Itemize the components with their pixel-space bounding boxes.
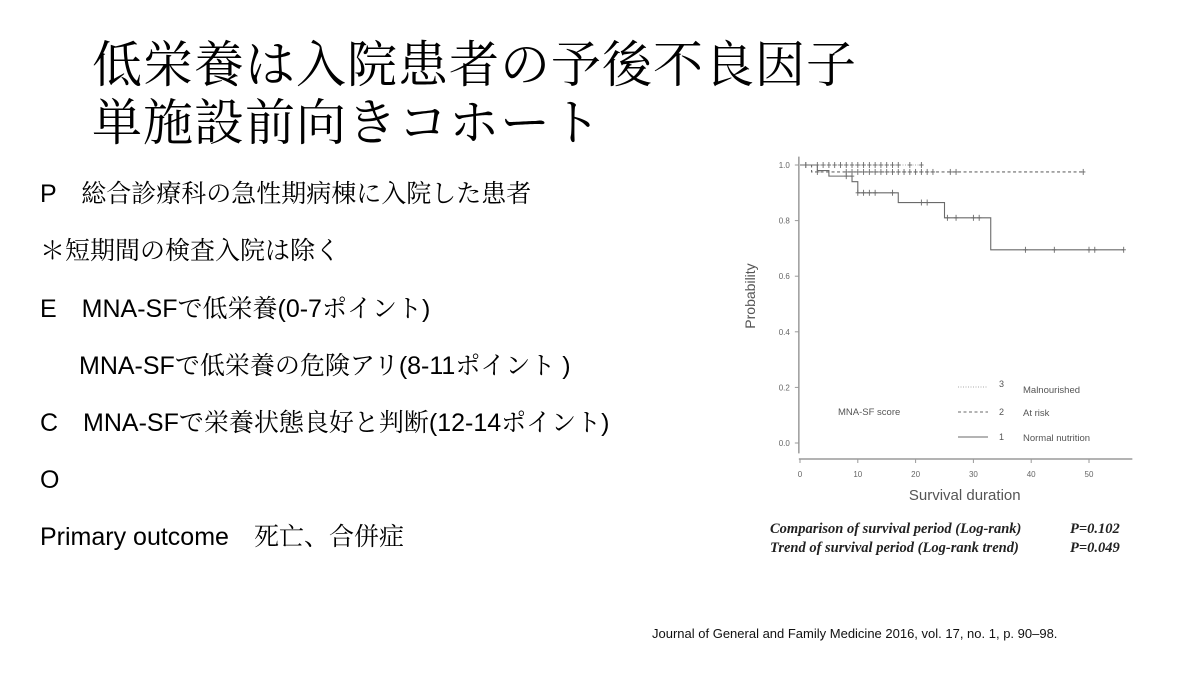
curve-at-risk [800, 165, 1083, 172]
pico-e-line-2: MNA-SFで低栄養の危険アリ(8-11ポイント ) [54, 352, 571, 380]
legend-code: 1 [999, 432, 1005, 442]
y-tick-label: 0.4 [778, 327, 790, 337]
x-tick-label: 10 [853, 470, 863, 479]
legend-title: MNA-SF score [838, 407, 901, 418]
x-tick-label: 0 [797, 470, 803, 479]
y-tick-label: 0.2 [778, 383, 790, 393]
x-tick-label: 40 [1026, 470, 1036, 479]
primary-outcome-line: Primary outcome 死亡、合併症 [40, 523, 404, 551]
stats-row-trend [770, 539, 1120, 558]
stats-label: Comparison of survival period (Log-rank) [770, 521, 1022, 537]
curve-normal-nutrition [800, 165, 1124, 250]
legend-code: 3 [999, 379, 1005, 389]
pico-e-line: E MNA-SFで低栄養(0-7ポイント) [40, 295, 431, 323]
kaplan-meier-plot [735, 150, 1145, 520]
stats-block [770, 520, 1120, 558]
stats-p-value: P=0.102 [1070, 521, 1120, 537]
legend-code: 2 [999, 407, 1005, 417]
stats-p-value: P=0.049 [1070, 540, 1120, 556]
legend-label: At risk [1023, 408, 1050, 419]
title-line-2: 単施設前向きコホート [92, 95, 602, 151]
x-tick-label: 20 [911, 470, 921, 479]
pico-c-line: C MNA-SFで栄養状態良好と判断(12-14ポイント) [40, 409, 610, 437]
slide-title [92, 36, 857, 152]
x-axis-label: Survival duration [908, 487, 1021, 504]
x-tick-label: 30 [968, 470, 978, 479]
y-tick-label: 0.6 [778, 272, 790, 282]
x-tick-label: 50 [1084, 470, 1094, 479]
legend-label: Malnourished [1023, 385, 1081, 396]
pico-o-line: O [40, 466, 60, 494]
y-tick-label: 0.8 [778, 216, 790, 226]
stats-label: Trend of survival period (Log-rank trend) [770, 540, 1019, 556]
stats-row-logrank [770, 520, 1120, 539]
pico-p-note-line: ＊短期間の検査入院は除く [40, 237, 341, 265]
survival-chart [735, 150, 1145, 520]
y-axis-label: Probability [742, 263, 758, 329]
y-tick-label: 1.0 [778, 161, 790, 170]
pico-p-line: P 総合診療科の急性期病棟に入院した患者 [40, 180, 532, 208]
citation: Journal of General and Family Medicine 2016, vol. 17, no. 1, p. 90–98. [652, 626, 1058, 641]
title-line-1: 低栄養は入院患者の予後不良因子 [92, 37, 857, 93]
legend-label: Normal nutrition [1023, 433, 1091, 444]
y-tick-label: 0.0 [778, 439, 790, 448]
